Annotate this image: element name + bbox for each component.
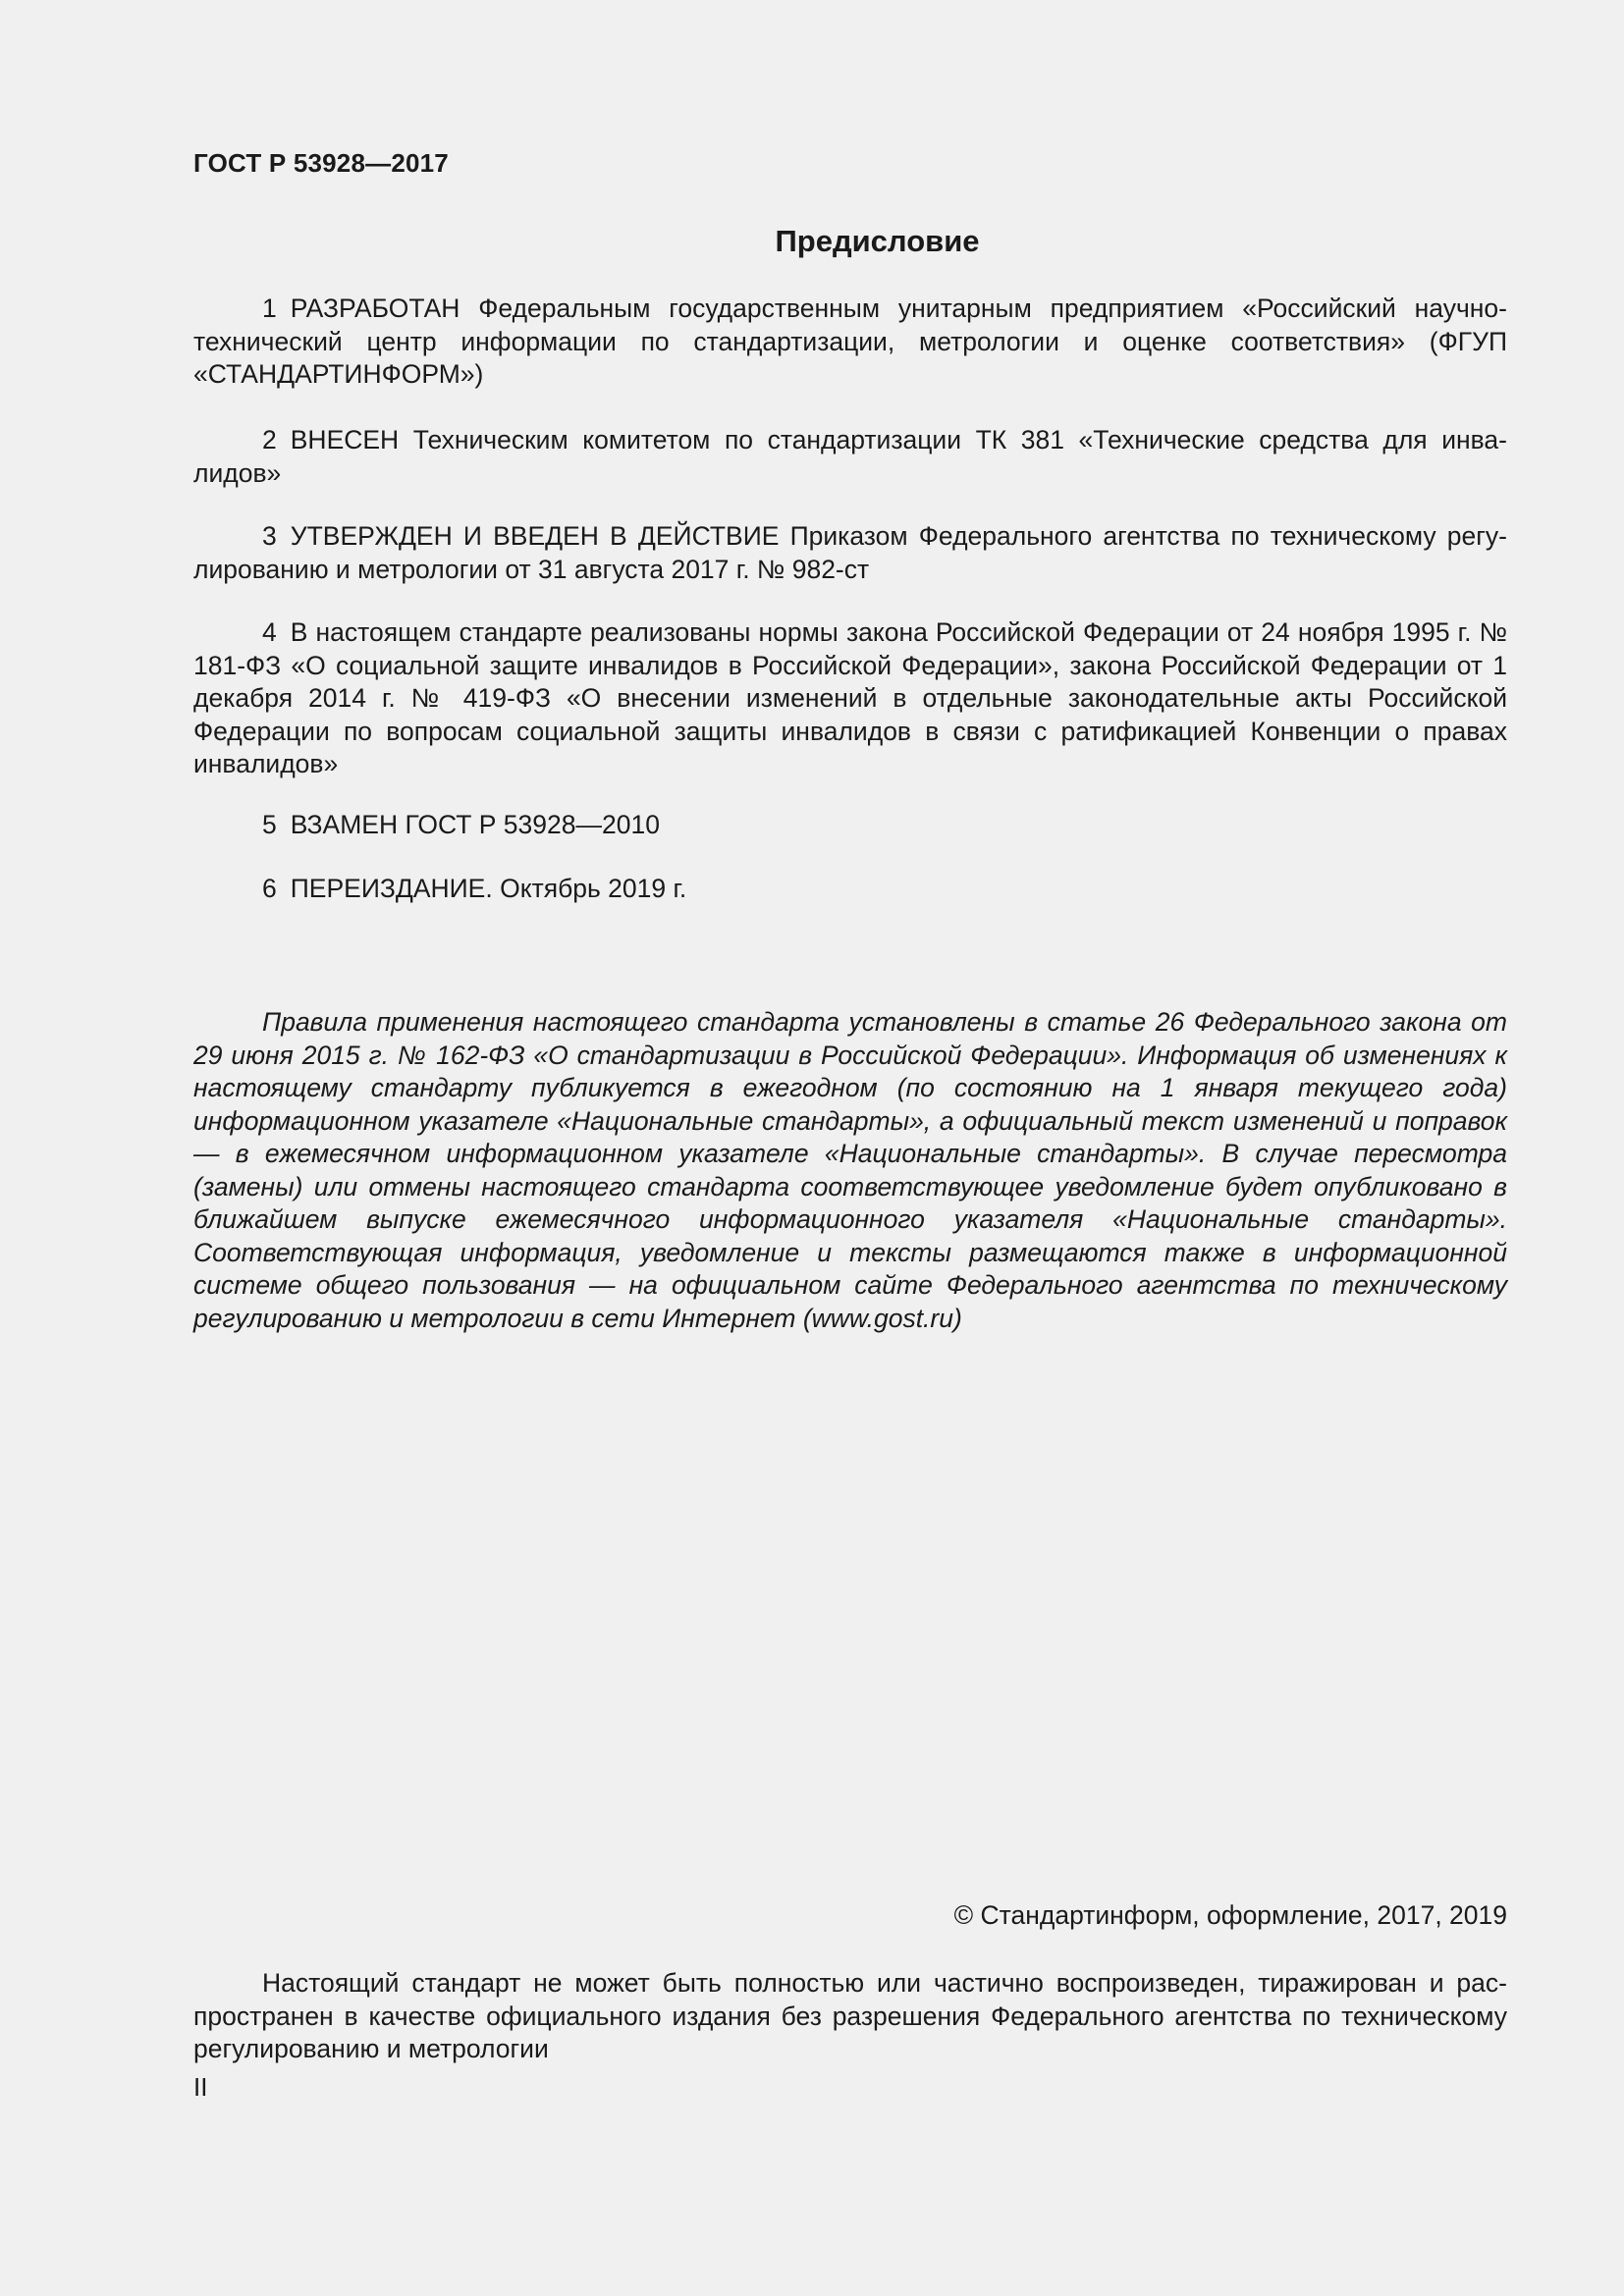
item-number: 5 bbox=[262, 810, 277, 839]
item-text: ВЗАМЕН ГОСТ Р 53928—2010 bbox=[290, 810, 660, 839]
item-text: ПЕРЕИЗДАНИЕ. Октябрь 2019 г. bbox=[290, 874, 687, 903]
preface-title: Предисловие bbox=[775, 224, 980, 258]
preface-item-5 bbox=[193, 809, 1507, 842]
preface-item-1 bbox=[193, 293, 1507, 392]
item-number: 3 bbox=[262, 521, 277, 551]
item-number: 1 bbox=[262, 294, 277, 323]
item-number: 6 bbox=[262, 874, 277, 903]
item-text: В настоящем стандарте реализованы нормы закона Российской Федерации от 24 ноября 1995 г. № 181-ФЗ «О социальной защите инвалидов в Российской Федерации», закона Российской Федерации от 1 декабря 2014 г. № 419-ФЗ «О внесении изменений в отдельные законодательные акты Российской Федерации по вопросам социальной защиты инвалидов в связи с ратификацией Конвенции о правах инвалидов» bbox=[193, 617, 1507, 778]
item-text: РАЗРАБОТАН Федеральным государственным унитарным предприятием «Российский научно-технический центр информации по стандартизации, метрологии и оценке соответствия» (ФГУП «СТАНДАРТИНФОРМ») bbox=[193, 294, 1507, 389]
preface-item-2 bbox=[193, 424, 1507, 490]
rules-note-text: Правила применения настоящего стандарта установлены в статье 26 Федерального закона от 29 июня 2015 г. № 162-ФЗ «О стандартизации в Российской Федерации». Информация об изменениях к настоящему стандарту публикуется в ежегодном (по состоянию на 1 января текущего года) информационном указателе «Национальные стандарты», а официальный текст изменений и поправок — в ежемесячном информационном указателе «Национальные стандарты». В случае пересмотра (замены) или отмены настоящего стандарта соответствующее уведомление будет опубликовано в ближайшем выпуске ежемесячного информационного указателя «Национальные стандарты». Соответствующая информация, уведомление и тексты размещаются также в информационной системе общего пользования — на официальном сайте Федерального агентства по техническому регулированию и метрологии в сети Интернет (www.gost.ru) bbox=[193, 1007, 1507, 1333]
item-number: 2 bbox=[262, 425, 277, 454]
preface-item-4 bbox=[193, 616, 1507, 781]
document-code: ГОСТ Р 53928—2017 bbox=[193, 148, 449, 178]
item-text: ВНЕСЕН Техническим комитетом по стандартизации ТК 381 «Технические средства для инвалидов» bbox=[193, 425, 1507, 488]
preface-item-6 bbox=[193, 873, 1507, 906]
reproduction-notice-text: Настоящий стандарт не может быть полностью или частично воспроизведен, тиражирован и распространен в качестве официального издания без разрешения Федерального агентства по техническому регулированию и метрологии bbox=[193, 1968, 1507, 2063]
preface-item-3 bbox=[193, 520, 1507, 586]
reproduction-notice bbox=[193, 1967, 1507, 2066]
item-text: УТВЕРЖДЕН И ВВЕДЕН В ДЕЙСТВИЕ Приказом Федерального агентства по техническому регулированию и метрологии от 31 августа 2017 г. № 982-ст bbox=[193, 521, 1507, 584]
page-number: II bbox=[193, 2072, 208, 2102]
standard-rules-note bbox=[193, 1006, 1507, 1335]
item-number: 4 bbox=[262, 617, 277, 647]
copyright: © Стандартинформ, оформление, 2017, 2019 bbox=[953, 1900, 1507, 1930]
